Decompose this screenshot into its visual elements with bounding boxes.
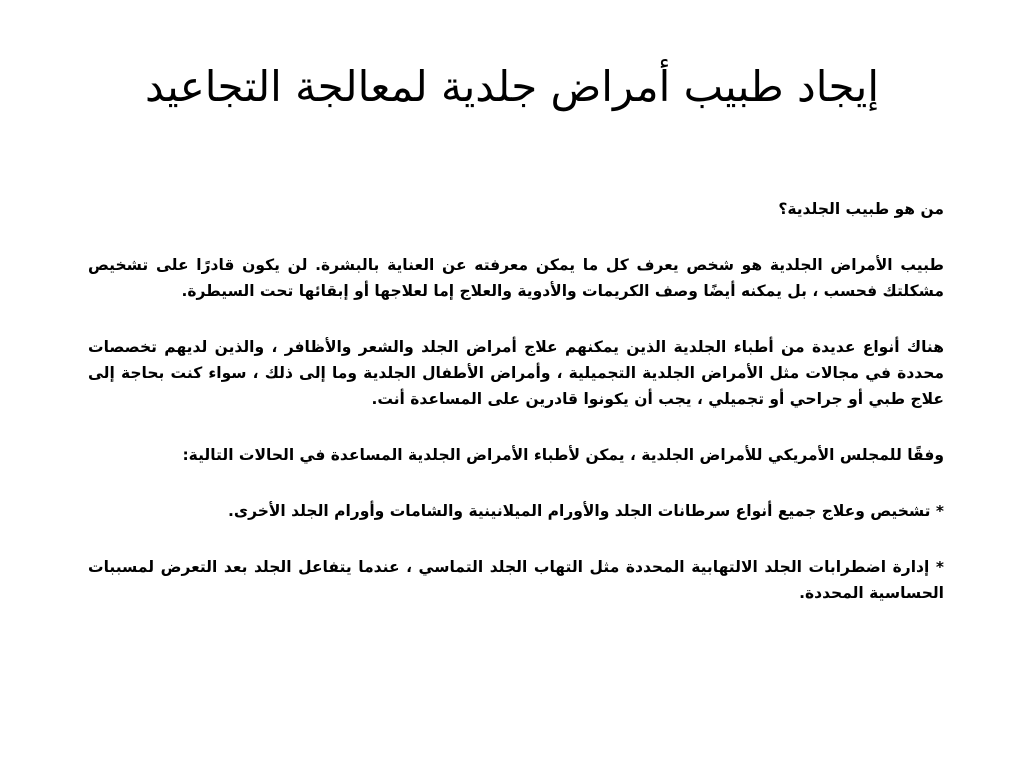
slide-title: إيجاد طبيب أمراض جلدية لمعالجة التجاعيد [144,62,880,111]
bullet-inflammatory: * إدارة اضطرابات الجلد الالتهابية المحددة مثل التهاب الجلد التماسي ، عندما يتفاعل الجلد بعد التعرض لمسببات الحساسية المحددة. [88,558,944,602]
paragraph-definition: طبيب الأمراض الجلدية هو شخص يعرف كل ما يمكن معرفته عن العناية بالبشرة. لن يكون قادرًا على تشخيص مشكلتك فحسب ، بل يمكنه أيضًا وصف الكريمات والأدوية والعلاج إما لعلاجها أو إبقائها تحت السيطرة. [88,256,944,300]
paragraph-types: هناك أنواع عديدة من أطباء الجلدية الذين يمكنهم علاج أمراض الجلد والشعر والأظافر ، والذين لديهم تخصصات محددة في مجالات مثل الأمراض الجلدية التجميلية ، وأمراض الأطفال الجلدية وما إلى ذلك ، سواء كنت بحاجة إلى علاج طبي أو جراحي أو تجميلي ، يجب أن يكونوا قادرين على المساعدة أنت. [88,338,944,408]
bullet-skin-cancer: * تشخيص وعلاج جميع أنواع سرطانات الجلد والأورام الميلانينية والشامات وأورام الجلد الأخرى. [227,502,944,520]
paragraph-question: من هو طبيب الجلدية؟ [778,200,944,218]
slide-body [88,196,944,636]
paragraph-board-intro: وفقًا للمجلس الأمريكي للأمراض الجلدية ، يمكن لأطباء الأمراض الجلدية المساعدة في الحالات التالية: [182,446,944,464]
